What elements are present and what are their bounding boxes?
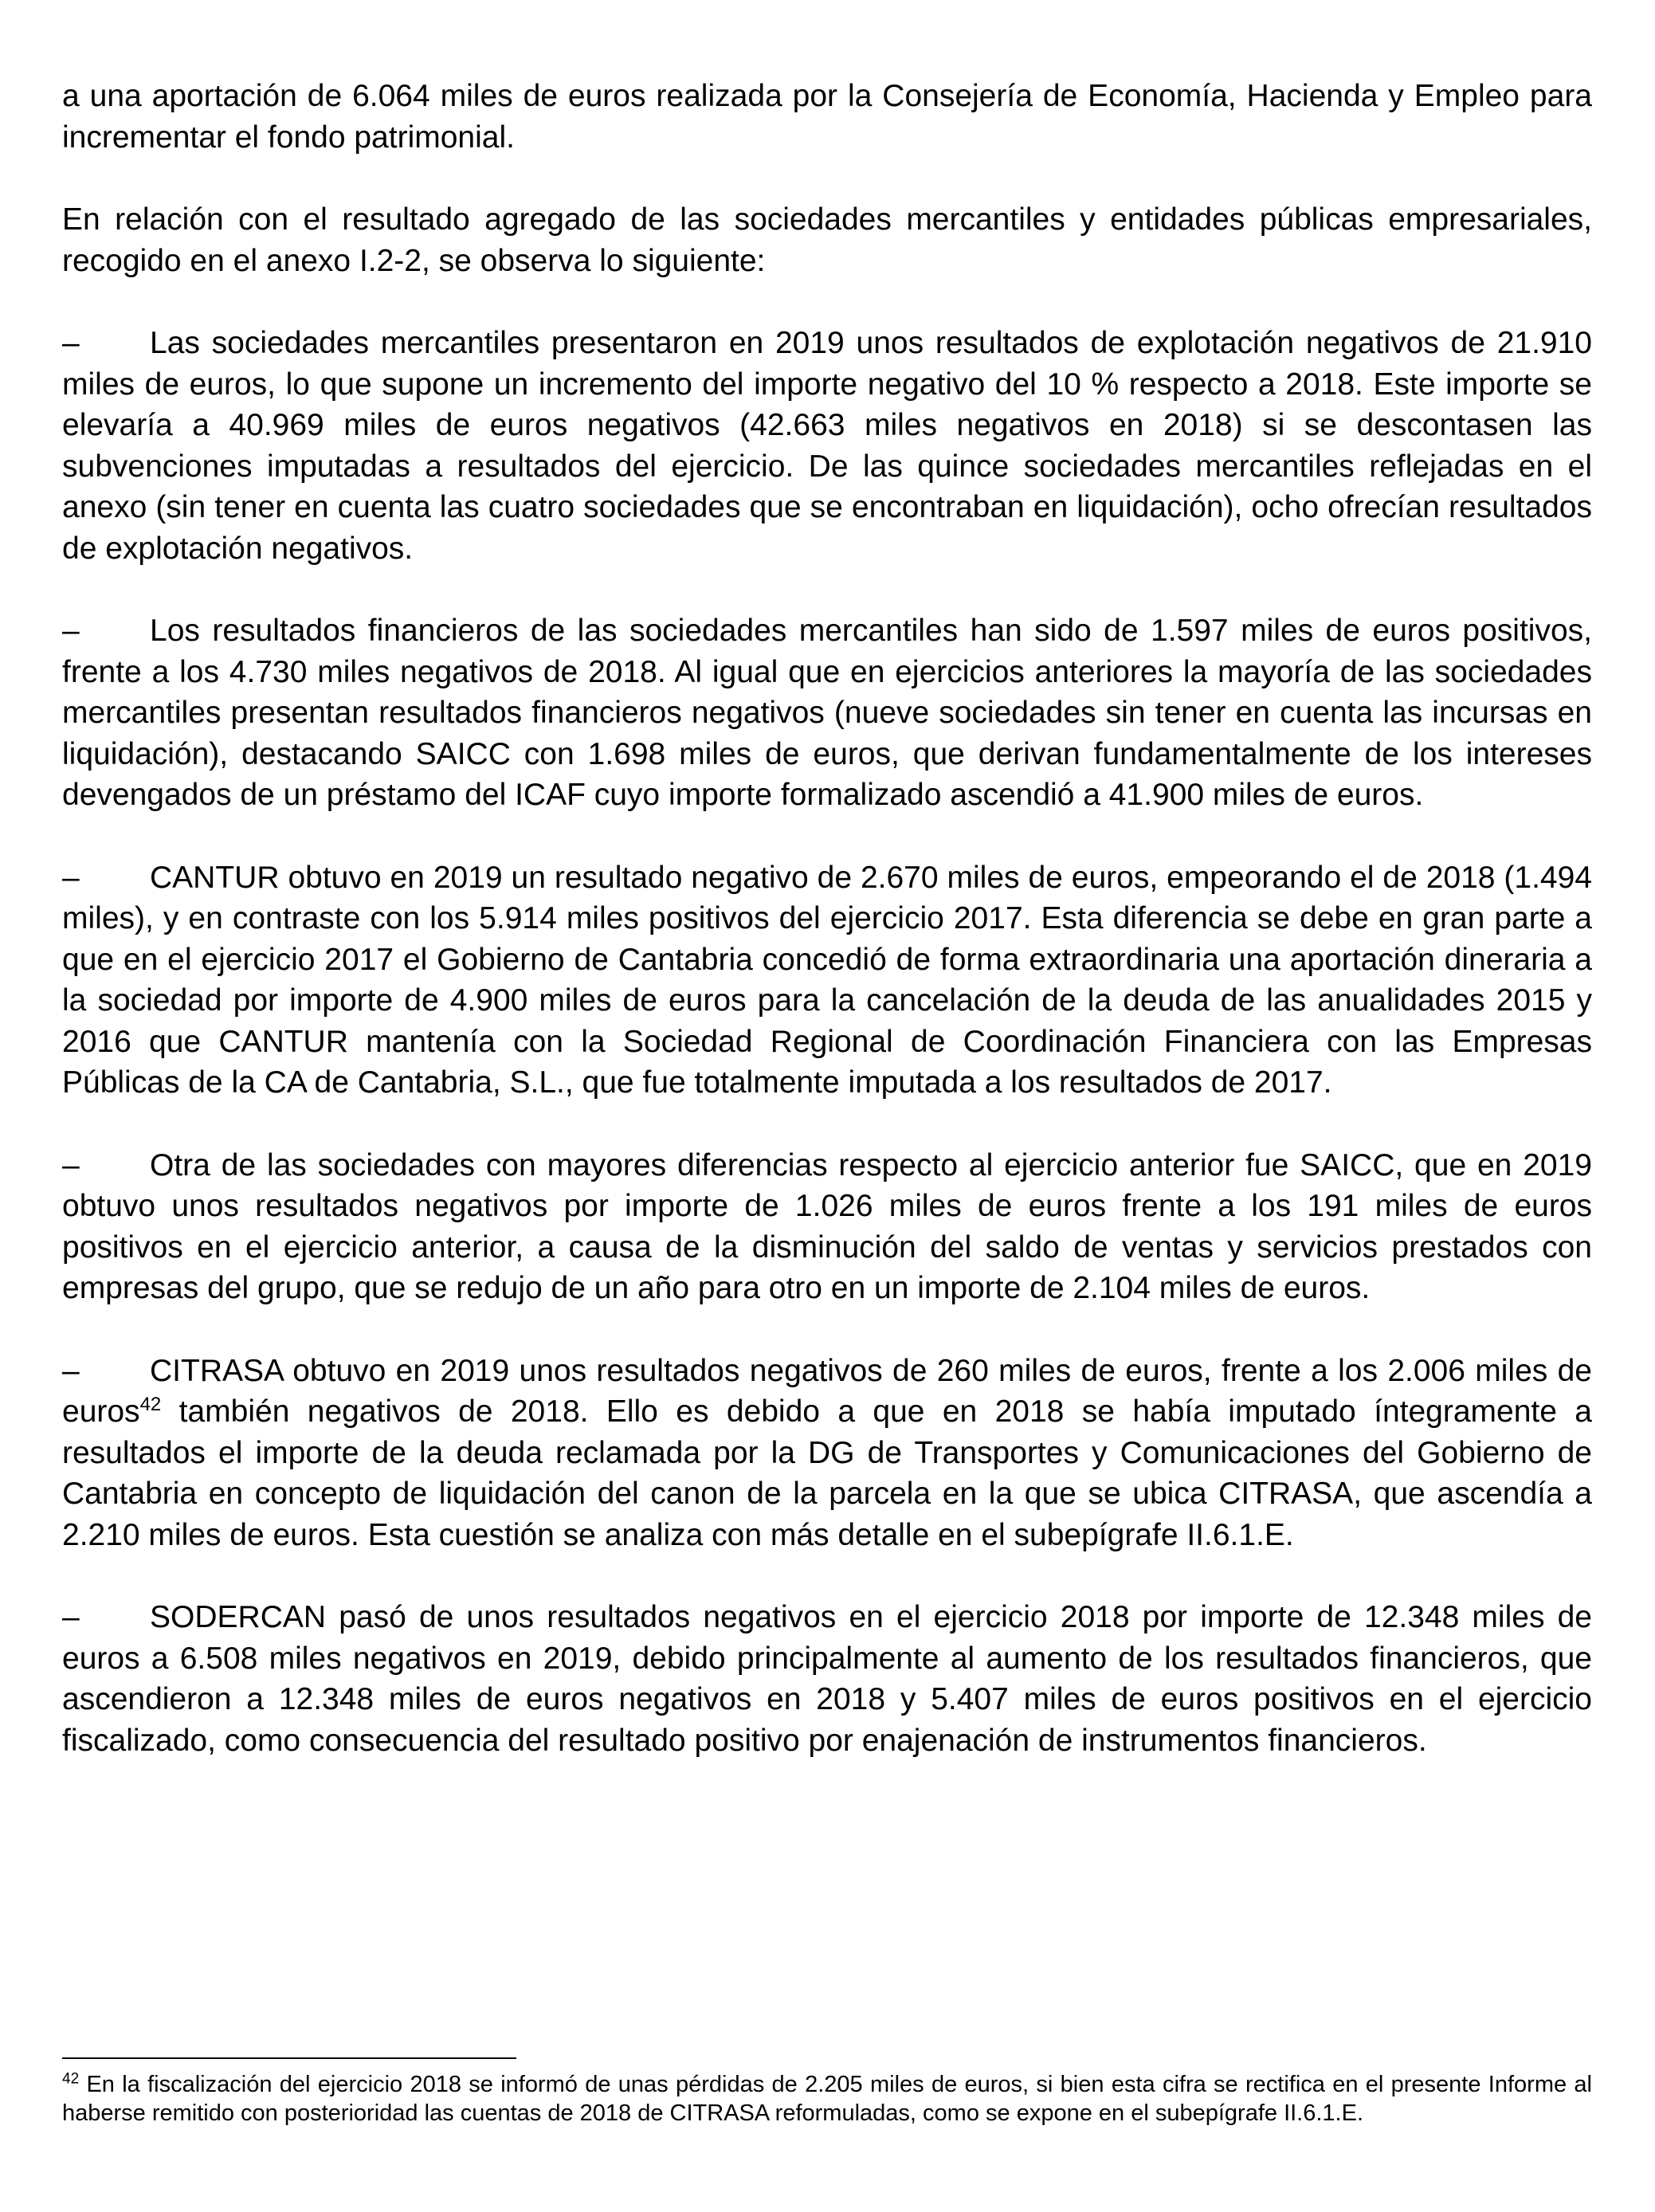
dash-marker: – [62, 860, 80, 895]
list-item-text: Los resultados financieros de las sociedades mercantiles han sido de 1.597 miles de euros positivos, frente a los 4.730 miles negativos de 2018. Al igual que en ejercicios anteriores la mayoría de las sociedades mercantiles presentan resultados financieros negativos (nueve sociedades sin tener en cuenta las incursas en liquidación), destacando SAICC con 1.698 miles de euros, que derivan fundamentalmente de los intereses devengados de un préstamo del ICAF cuyo importe formalizado ascendió a 41.900 miles de euros. [62, 614, 1592, 812]
dash-marker: – [62, 614, 80, 648]
list-item-financieros [62, 610, 1592, 816]
list-item-citrasa [62, 1351, 1592, 1556]
list-item-cantur [62, 857, 1592, 1104]
list-item-explotacion [62, 323, 1592, 569]
list-item-text: Otra de las sociedades con mayores diferencias respecto al ejercicio anterior fue SAICC, que en 2019 obtuvo unos resultados negativos por importe de 1.026 miles de euros frente a los 191 miles de euros positivos en el ejercicio anterior, a causa de la disminución del saldo de ventas y servicios prestados con empresas del grupo, que se redujo de un año para otro en un importe de 2.104 miles de euros. [62, 1147, 1592, 1305]
paragraph-intro: En relación con el resultado agregado de las sociedades mercantiles y entidades públicas empresariales, recogido en el anexo I.2-2, se observa lo siguiente: [62, 202, 1592, 278]
list-item-saicc [62, 1145, 1592, 1309]
list-item-text: también negativos de 2018. Ello es debido a que en 2018 se había imputado íntegramente a resultados el importe de la deuda reclamada por la DG de Transportes y Comunicaciones del Gobierno de Cantabria en concepto de liquidación del canon de la parcela en la que se ubica CITRASA, que ascendía a 2.210 miles de euros. Esta cuestión se analiza con más detalle en el subepígrafe II.6.1.E. [62, 1394, 1592, 1552]
list-item-text: CANTUR obtuvo en 2019 un resultado negativo de 2.670 miles de euros, empeorando el de 2018 (1.494 miles), y en contraste con los 5.914 miles positivos del ejercicio 2017. Esta diferencia se debe en gran parte a que en el ejercicio 2017 el Gobierno de Cantabria concedió de forma extraordinaria una aportación dineraria a la sociedad por importe de 4.900 miles de euros para la cancelación de la deuda de las anualidades 2015 y 2016 que CANTUR mantenía con la Sociedad Regional de Coordinación Financiera con las Empresas Públicas de la CA de Cantabria, S.L., que fue totalmente imputada a los resultados de 2017. [62, 860, 1592, 1100]
footnote-divider [62, 2057, 516, 2059]
dash-marker: – [62, 1600, 80, 1634]
footnote [62, 2070, 1592, 2128]
footnote-text: En la fiscalización del ejercicio 2018 se informó de unas pérdidas de 2.205 miles de euros, si bien esta cifra se rectifica en el presente Informe al haberse remitido con posterioridad las cuentas de 2018 de CITRASA reformuladas, como se expone en el subepígrafe II.6.1.E. [62, 2072, 1592, 2126]
dash-marker: – [62, 1147, 80, 1182]
dash-marker: – [62, 1353, 80, 1388]
list-item-text: SODERCAN pasó de unos resultados negativos en el ejercicio 2018 por importe de 12.348 miles de euros a 6.508 miles negativos en 2019, debido principalmente al aumento de los resultados financieros, que ascendieron a 12.348 miles de euros negativos en 2018 y 5.407 miles de euros positivos en el ejercicio fiscalizado, como consecuencia del resultado positivo por enajenación de instrumentos financieros. [62, 1600, 1592, 1758]
footnote-number: 42 [62, 2070, 80, 2088]
list-item-text: CITRASA obtuvo en 2019 unos resultados negativos de 260 miles de euros, frente a los 2.006 miles de euros [62, 1353, 1592, 1429]
document-body [62, 76, 1592, 1802]
list-item-text: Las sociedades mercantiles presentaron en 2019 unos resultados de explotación negativos de 21.910 miles de euros, lo que supone un incremento del importe negativo del 10 % respecto a 2018. Este importe se elevaría a 40.969 miles de euros negativos (42.663 miles negativos en 2018) si se descontasen las subvenciones imputadas a resultados del ejercicio. De las quince sociedades mercantiles reflejadas en el anexo (sin tener en cuenta las cuatro sociedades que se encontraban en liquidación), ocho ofrecían resultados de explotación negativos. [62, 326, 1592, 566]
list-item-sodercan [62, 1597, 1592, 1761]
paragraph-continuation: a una aportación de 6.064 miles de euros realizada por la Consejería de Economía, Hacienda y Empleo para incrementar el fondo patrimonial. [62, 79, 1592, 155]
dash-marker: – [62, 326, 80, 360]
footnote-reference[interactable]: 42 [139, 1394, 162, 1415]
